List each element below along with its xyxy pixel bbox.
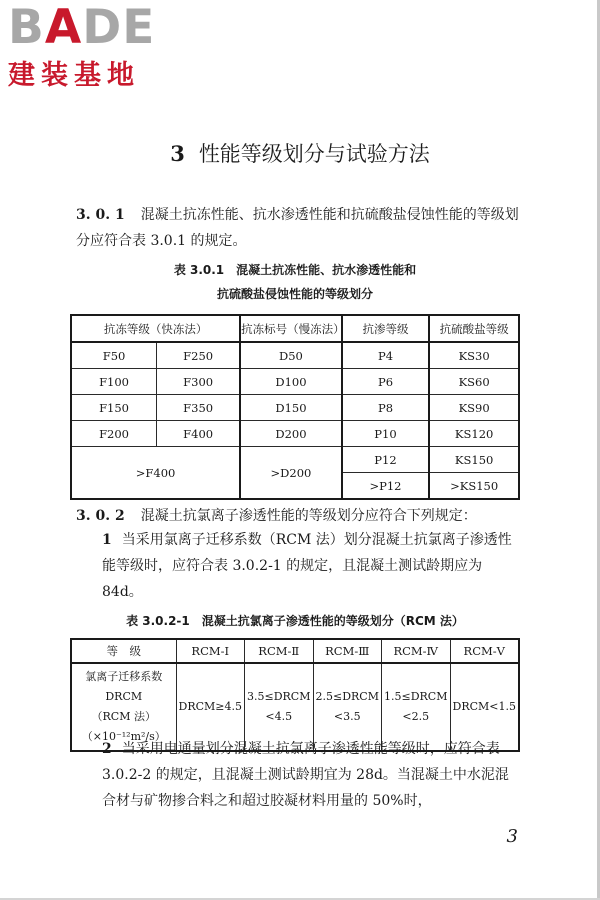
item-text: 当采用电通量划分混凝土抗氯离子渗透性能等级时，应符合表 3.0.2-2 的规定，且混凝土测试龄期宜为 28d。当混凝土中水泥混合材与矿物掺合料之和超过胶凝材料用量的 50%时， (102, 741, 509, 809)
table-cell: >P12 (342, 473, 430, 500)
table-cell: KS60 (429, 369, 519, 395)
table-cell: F100 (71, 369, 157, 395)
item-number: 1 (102, 532, 112, 548)
item-number: 2 (102, 741, 112, 757)
table-cell: F150 (71, 395, 157, 421)
table-cell: D150 (240, 395, 342, 421)
table-row (71, 342, 519, 369)
table-row (71, 395, 519, 421)
table-cell: P4 (342, 342, 430, 369)
table-cell: 3.5≤DRCM <4.5 (245, 663, 314, 751)
header-grade-label: 等 级 (71, 639, 176, 663)
table-row (71, 447, 519, 473)
clause-text: 混凝土抗冻性能、抗水渗透性能和抗硫酸盐侵蚀性能的等级划分应符合表 3.0.1 的规定。 (76, 207, 519, 249)
logo-subtitle: 建装基地 (8, 60, 140, 91)
clause-number: 3. 0. 2 (76, 508, 125, 524)
table-cell: KS30 (429, 342, 519, 369)
table-cell: 2.5≤DRCM <3.5 (313, 663, 382, 751)
header-grade: RCM-Ⅲ (313, 639, 382, 663)
table-cell: F250 (157, 342, 241, 369)
table-3-0-1-caption: 表 3.0.1 混凝土抗冻性能、抗水渗透性能和 抗硫酸盐侵蚀性能的等级划分 (173, 263, 417, 301)
clause-item-2 (76, 736, 521, 814)
clause-item-1 (76, 527, 521, 605)
table-cell: DRCM≥4.5 (176, 663, 245, 751)
table-row (71, 369, 519, 395)
table-3-0-1 (70, 314, 520, 500)
bade-logo (8, 2, 188, 92)
table-cell: P8 (342, 395, 430, 421)
table-cell: F50 (71, 342, 157, 369)
table-cell: P12 (342, 447, 430, 473)
table-cell: P6 (342, 369, 430, 395)
table-cell: P10 (342, 421, 430, 447)
table-cell: D100 (240, 369, 342, 395)
table-cell: F300 (157, 369, 241, 395)
header-grade: RCM-Ⅴ (450, 639, 519, 663)
clause-3-0-2 (76, 503, 521, 529)
table-cell: KS120 (429, 421, 519, 447)
logo-wordmark: BADE (8, 0, 156, 55)
chapter-number: 3 (170, 141, 185, 166)
table-cell: D50 (240, 342, 342, 369)
table-cell: F350 (157, 395, 241, 421)
table-cell: F400 (157, 421, 241, 447)
header-freeze-mark: 抗冻标号（慢冻法） (240, 315, 342, 342)
table-cell: 1.5≤DRCM <2.5 (382, 663, 451, 751)
header-freeze-grade: 抗冻等级（快冻法） (71, 315, 240, 342)
table-cell: >D200 (240, 447, 342, 500)
table-cell: KS150 (429, 447, 519, 473)
table-row (71, 421, 519, 447)
table-cell: D200 (240, 421, 342, 447)
clause-3-0-1 (76, 202, 521, 254)
header-grade: RCM-Ⅰ (176, 639, 245, 663)
chapter-heading (0, 136, 600, 172)
row-label: 氯离子迁移系数 DRCM （RCM 法） （×10⁻¹²m²/s） (71, 663, 176, 751)
table-header-row (71, 315, 519, 342)
page-number: 3 (506, 826, 518, 847)
chapter-title: 性能等级划分与试验方法 (198, 142, 430, 166)
item-text: 当采用氯离子迁移系数（RCM 法）划分混凝土抗氯离子渗透性能等级时，应符合表 3.0.2-1 的规定，且混凝土测试龄期应为 84d。 (102, 532, 512, 600)
header-permeability-grade: 抗渗等级 (342, 315, 430, 342)
table-3-0-2-1-caption: 表 3.0.2-1 混凝土抗氯离子渗透性能的等级划分（RCM 法） (126, 614, 464, 628)
header-grade: RCM-Ⅳ (382, 639, 451, 663)
table-cell: F200 (71, 421, 157, 447)
table-cell: KS90 (429, 395, 519, 421)
table-cell: >F400 (71, 447, 240, 500)
table-cell: >KS150 (429, 473, 519, 500)
table-header-row (71, 639, 519, 663)
header-sulfate-grade: 抗硫酸盐等级 (429, 315, 519, 342)
clause-number: 3. 0. 1 (76, 207, 125, 223)
table-cell: DRCM<1.5 (450, 663, 519, 751)
clause-text: 混凝土抗氯离子渗透性能的等级划分应符合下列规定： (140, 508, 477, 524)
header-grade: RCM-Ⅱ (245, 639, 314, 663)
table-3-0-2-1 (70, 638, 520, 752)
